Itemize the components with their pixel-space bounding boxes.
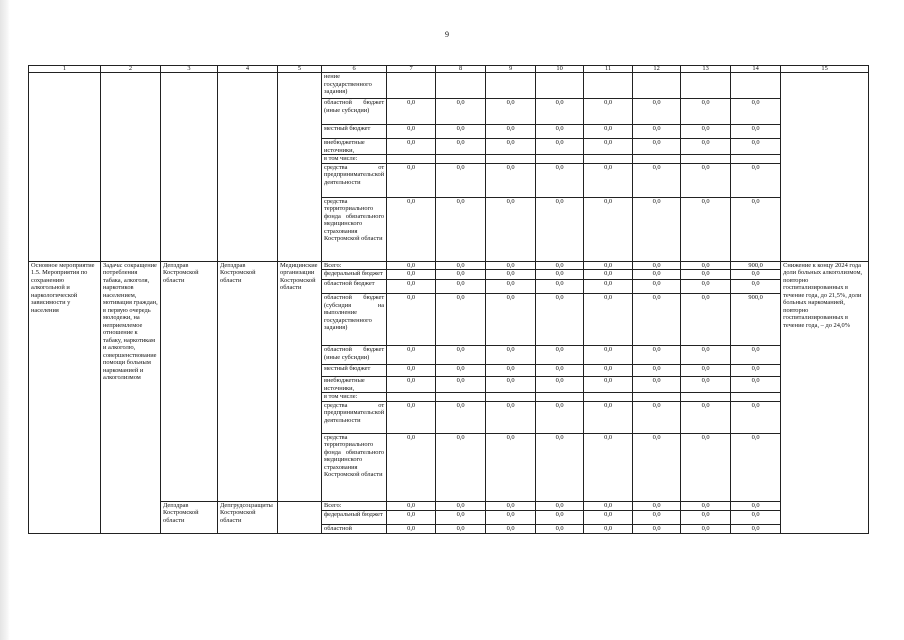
value-cell	[731, 393, 781, 402]
cont-col4	[218, 73, 278, 262]
column-number: 3	[161, 66, 218, 73]
cont-col15	[781, 73, 869, 262]
cont-col5	[278, 73, 322, 262]
value-cell: 0,0	[633, 501, 681, 510]
value-cell: 0,0	[633, 99, 681, 125]
value-cell: 0,0	[584, 294, 633, 346]
value-cell: 0,0	[536, 401, 584, 433]
value-cell: 0,0	[633, 377, 681, 393]
value-cell: 0,0	[536, 197, 584, 261]
column-number: 2	[101, 66, 161, 73]
column-number: 13	[681, 66, 731, 73]
value-cell: 0,0	[731, 433, 781, 501]
value-cell: 0,0	[731, 197, 781, 261]
value-cell: 0,0	[436, 365, 486, 377]
value-cell: 0,0	[584, 377, 633, 393]
value-cell	[633, 155, 681, 164]
value-cell: 0,0	[633, 139, 681, 155]
value-cell	[536, 393, 584, 402]
value-cell: 0,0	[633, 163, 681, 197]
column-number: 10	[536, 66, 584, 73]
value-cell: 0,0	[584, 501, 633, 510]
value-cell: 0,0	[584, 261, 633, 270]
value-cell: 0,0	[681, 365, 731, 377]
value-cell: 0,0	[536, 501, 584, 510]
value-cell: 0,0	[387, 433, 436, 501]
value-cell: 0,0	[486, 501, 536, 510]
funding-source-label: областной бюджет (иные субсидии)	[322, 99, 387, 125]
funding-source-label: Всего:	[322, 501, 387, 510]
value-cell: 0,0	[387, 270, 436, 280]
value-cell: 0,0	[633, 294, 681, 346]
co-executor: Депгрудсоцзащиты Костромской области	[218, 501, 278, 533]
value-cell: 0,0	[486, 99, 536, 125]
value-cell: 0,0	[536, 433, 584, 501]
value-cell	[387, 155, 436, 164]
funding-source-label: средства от предпринимательской деятельности	[322, 401, 387, 433]
value-cell: 0,0	[436, 377, 486, 393]
value-cell	[681, 393, 731, 402]
responsible-executor: Депздрав Костромской области	[161, 501, 218, 533]
value-cell	[436, 393, 486, 402]
column-number: 12	[633, 66, 681, 73]
value-cell: 0,0	[536, 377, 584, 393]
value-cell: 900,0	[731, 261, 781, 270]
value-cell	[633, 73, 681, 99]
value-cell: 0,0	[536, 346, 584, 365]
value-cell: 0,0	[584, 125, 633, 139]
value-cell: 0,0	[486, 294, 536, 346]
value-cell: 0,0	[584, 280, 633, 294]
value-cell: 0,0	[731, 510, 781, 524]
value-cell: 0,0	[681, 197, 731, 261]
funding-source-label: внебюджетные источники,	[322, 377, 387, 393]
value-cell: 0,0	[486, 510, 536, 524]
funding-source-label: федеральный бюджет	[322, 270, 387, 280]
value-cell: 0,0	[731, 524, 781, 533]
value-cell: 0,0	[584, 510, 633, 524]
value-cell: 0,0	[486, 270, 536, 280]
value-cell: 0,0	[731, 401, 781, 433]
value-cell: 0,0	[387, 261, 436, 270]
task-description: Задача: сокращение потребления табака, алкоголя, наркотиков населением, мотивация граждан, в первую очередь молодежи, на неприемлемое отношение к табаку, наркотикам и алкоголю, совершенствование помощи больным наркоманией и алкоголизмом	[101, 261, 161, 533]
value-cell: 0,0	[387, 401, 436, 433]
column-number: 11	[584, 66, 633, 73]
value-cell: 0,0	[387, 346, 436, 365]
table-row	[29, 261, 869, 270]
co-executor: Депздрав Костромской области	[218, 261, 278, 501]
value-cell: 0,0	[436, 125, 486, 139]
value-cell: 0,0	[633, 524, 681, 533]
value-cell	[681, 73, 731, 99]
cont-col3	[161, 73, 218, 262]
value-cell: 0,0	[584, 99, 633, 125]
value-cell: 0,0	[387, 139, 436, 155]
column-number: 8	[436, 66, 486, 73]
value-cell: 0,0	[486, 197, 536, 261]
value-cell	[536, 155, 584, 164]
funding-source-label: в том числе:	[322, 393, 387, 402]
value-cell: 0,0	[436, 197, 486, 261]
value-cell: 900,0	[731, 294, 781, 346]
value-cell: 0,0	[681, 294, 731, 346]
value-cell: 0,0	[536, 270, 584, 280]
funding-source-label: местный бюджет	[322, 365, 387, 377]
value-cell: 0,0	[436, 346, 486, 365]
column-number: 6	[322, 66, 387, 73]
cont-col1	[29, 73, 101, 262]
value-cell: 0,0	[633, 433, 681, 501]
value-cell: 0,0	[486, 365, 536, 377]
value-cell: 0,0	[486, 125, 536, 139]
funding-source-label: местный бюджет	[322, 125, 387, 139]
value-cell: 0,0	[681, 346, 731, 365]
value-cell	[387, 73, 436, 99]
value-cell: 0,0	[387, 99, 436, 125]
value-cell: 0,0	[436, 261, 486, 270]
value-cell: 0,0	[436, 510, 486, 524]
funding-source-label: областной	[322, 524, 387, 533]
funding-source-label: областной бюджет (субсидия на выполнение государственного задания)	[322, 294, 387, 346]
value-cell: 0,0	[387, 524, 436, 533]
value-cell: 0,0	[436, 401, 486, 433]
funding-source-label: средства от предпринимательской деятельности	[322, 163, 387, 197]
value-cell: 0,0	[584, 139, 633, 155]
funding-source-label: областной бюджет (иные субсидии)	[322, 346, 387, 365]
value-cell: 0,0	[731, 125, 781, 139]
value-cell: 0,0	[486, 163, 536, 197]
value-cell: 0,0	[633, 270, 681, 280]
value-cell: 0,0	[387, 501, 436, 510]
funding-source-label: в том числе:	[322, 155, 387, 164]
value-cell: 0,0	[731, 99, 781, 125]
value-cell: 0,0	[387, 510, 436, 524]
value-cell	[536, 73, 584, 99]
value-cell: 0,0	[633, 365, 681, 377]
page-number: 9	[445, 30, 449, 39]
value-cell	[436, 155, 486, 164]
value-cell	[731, 155, 781, 164]
value-cell: 0,0	[584, 197, 633, 261]
expected-result: Снижение к концу 2024 года доли больных алкоголизмом, повторно госпитализированных в течение года, до 21,5%, доли больных наркоманией, повторно госпитализированных в течение года, – до 24,0%	[781, 261, 869, 533]
value-cell: 0,0	[633, 401, 681, 433]
value-cell: 0,0	[536, 99, 584, 125]
value-cell: 0,0	[536, 125, 584, 139]
value-cell: 0,0	[681, 377, 731, 393]
value-cell: 0,0	[436, 163, 486, 197]
value-cell: 0,0	[633, 510, 681, 524]
participant: Медицинские организации Костромской области	[278, 261, 322, 501]
value-cell: 0,0	[536, 280, 584, 294]
column-number: 7	[387, 66, 436, 73]
value-cell: 0,0	[536, 294, 584, 346]
funding-source-label: средства территориального фонда обязательного медицинского страхования Костромской области	[322, 433, 387, 501]
value-cell: 0,0	[436, 433, 486, 501]
value-cell: 0,0	[486, 261, 536, 270]
funding-source-label: нение государственного задания)	[322, 73, 387, 99]
value-cell: 0,0	[436, 139, 486, 155]
value-cell: 0,0	[387, 163, 436, 197]
value-cell: 0,0	[536, 524, 584, 533]
funding-table	[28, 65, 869, 534]
value-cell: 0,0	[681, 524, 731, 533]
value-cell: 0,0	[731, 270, 781, 280]
value-cell: 0,0	[536, 163, 584, 197]
scan-edge-shadow	[0, 0, 10, 640]
value-cell: 0,0	[731, 346, 781, 365]
column-number: 4	[218, 66, 278, 73]
value-cell	[633, 393, 681, 402]
value-cell: 0,0	[584, 346, 633, 365]
value-cell: 0,0	[436, 524, 486, 533]
value-cell	[584, 73, 633, 99]
value-cell	[486, 73, 536, 99]
value-cell: 0,0	[681, 510, 731, 524]
value-cell: 0,0	[387, 294, 436, 346]
funding-source-label: федеральный бюджет	[322, 510, 387, 524]
value-cell: 0,0	[681, 261, 731, 270]
value-cell	[584, 155, 633, 164]
value-cell: 0,0	[486, 346, 536, 365]
value-cell: 0,0	[633, 261, 681, 270]
value-cell	[731, 73, 781, 99]
value-cell: 0,0	[436, 280, 486, 294]
value-cell: 0,0	[681, 99, 731, 125]
value-cell	[486, 155, 536, 164]
value-cell: 0,0	[387, 197, 436, 261]
value-cell: 0,0	[387, 365, 436, 377]
funding-source-label: внебюджетные источники,	[322, 139, 387, 155]
value-cell: 0,0	[486, 524, 536, 533]
value-cell: 0,0	[584, 163, 633, 197]
column-number: 5	[278, 66, 322, 73]
value-cell: 0,0	[681, 270, 731, 280]
value-cell: 0,0	[731, 163, 781, 197]
participant	[278, 501, 322, 533]
value-cell: 0,0	[681, 139, 731, 155]
value-cell	[681, 155, 731, 164]
funding-source-label: Всего:	[322, 261, 387, 270]
value-cell: 0,0	[436, 294, 486, 346]
value-cell: 0,0	[681, 280, 731, 294]
value-cell	[486, 393, 536, 402]
value-cell: 0,0	[584, 365, 633, 377]
funding-source-label: средства территориального фонда обязательного медицинского страхования Костромской области	[322, 197, 387, 261]
value-cell: 0,0	[486, 433, 536, 501]
value-cell	[436, 73, 486, 99]
value-cell: 0,0	[584, 270, 633, 280]
value-cell: 0,0	[633, 346, 681, 365]
value-cell: 0,0	[436, 501, 486, 510]
responsible-executor: Депздрав Костромской области	[161, 261, 218, 501]
value-cell: 0,0	[633, 125, 681, 139]
value-cell: 0,0	[536, 139, 584, 155]
value-cell: 0,0	[681, 163, 731, 197]
value-cell: 0,0	[536, 261, 584, 270]
table-row	[29, 73, 869, 99]
value-cell: 0,0	[731, 365, 781, 377]
value-cell: 0,0	[536, 365, 584, 377]
value-cell: 0,0	[681, 501, 731, 510]
funding-source-label: областной бюджет	[322, 280, 387, 294]
value-cell: 0,0	[486, 401, 536, 433]
value-cell: 0,0	[731, 377, 781, 393]
value-cell: 0,0	[681, 401, 731, 433]
value-cell: 0,0	[731, 501, 781, 510]
value-cell: 0,0	[584, 524, 633, 533]
value-cell: 0,0	[387, 377, 436, 393]
value-cell: 0,0	[681, 433, 731, 501]
column-number: 14	[731, 66, 781, 73]
value-cell: 0,0	[584, 433, 633, 501]
value-cell: 0,0	[486, 139, 536, 155]
value-cell: 0,0	[584, 401, 633, 433]
column-number: 15	[781, 66, 869, 73]
value-cell: 0,0	[486, 377, 536, 393]
value-cell: 0,0	[436, 99, 486, 125]
column-number-row	[29, 66, 869, 73]
column-number: 1	[29, 66, 101, 73]
value-cell	[387, 393, 436, 402]
column-number: 9	[486, 66, 536, 73]
value-cell	[584, 393, 633, 402]
value-cell: 0,0	[633, 197, 681, 261]
activity-name: Основное мероприятие 1.5. Мероприятия по сохранению алкогольной и наркологической зависимости у населения	[29, 261, 101, 533]
value-cell: 0,0	[486, 280, 536, 294]
value-cell: 0,0	[681, 125, 731, 139]
value-cell: 0,0	[387, 125, 436, 139]
cont-col2	[101, 73, 161, 262]
value-cell: 0,0	[536, 510, 584, 524]
value-cell: 0,0	[731, 280, 781, 294]
value-cell: 0,0	[731, 139, 781, 155]
value-cell: 0,0	[436, 270, 486, 280]
value-cell: 0,0	[387, 280, 436, 294]
value-cell: 0,0	[633, 280, 681, 294]
